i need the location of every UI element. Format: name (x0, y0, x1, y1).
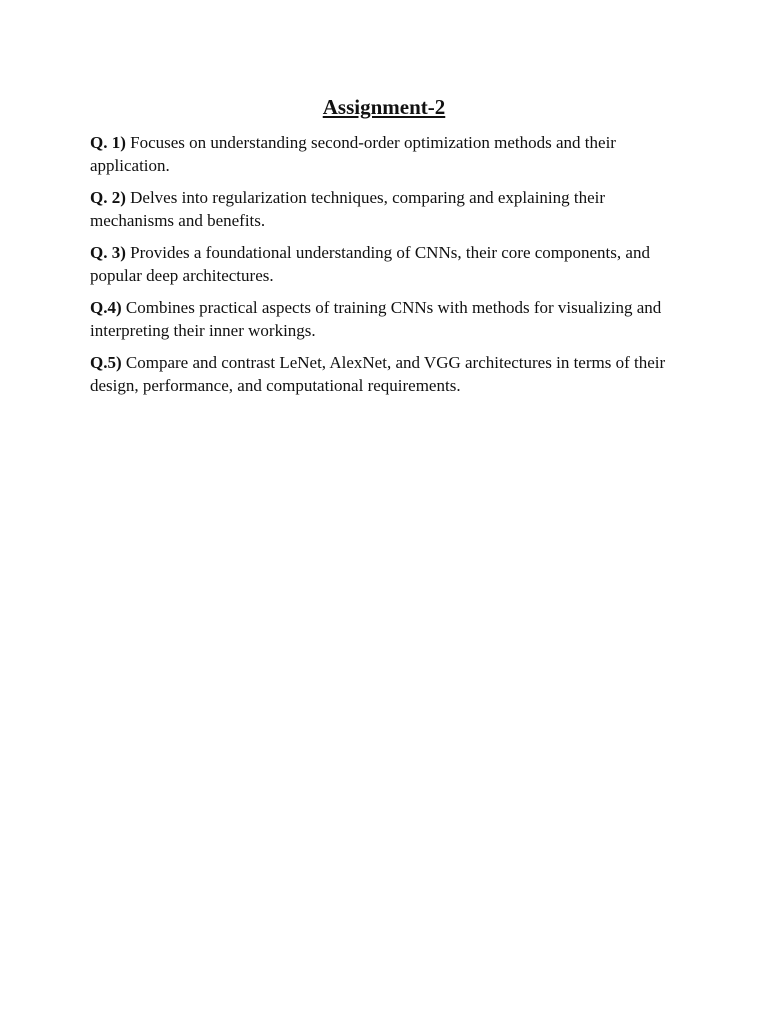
question-label: Q. 2) (90, 188, 126, 207)
question-item-4 (90, 297, 680, 342)
question-list (90, 132, 680, 407)
question-item-5 (90, 352, 680, 397)
question-text: Combines practical aspects of training CNNs with methods for visualizing and interpreting their inner workings. (90, 298, 662, 340)
question-item-1 (90, 132, 680, 177)
question-text: Focuses on understanding second-order optimization methods and their application. (90, 133, 616, 175)
question-item-2 (90, 187, 680, 232)
question-text: Compare and contrast LeNet, AlexNet, and VGG architectures in terms of their design, performance, and computational requirements. (90, 353, 666, 395)
page-title: Assignment-2 (322, 95, 446, 119)
question-item-3 (90, 242, 680, 287)
question-label: Q. 1) (90, 133, 126, 152)
question-label: Q. 3) (90, 243, 126, 262)
question-text: Delves into regularization techniques, comparing and explaining their mechanisms and benefits. (90, 188, 606, 230)
question-label: Q.4) (90, 298, 122, 317)
question-text: Provides a foundational understanding of CNNs, their core components, and popular deep architectures. (90, 243, 650, 285)
question-label: Q.5) (90, 353, 122, 372)
